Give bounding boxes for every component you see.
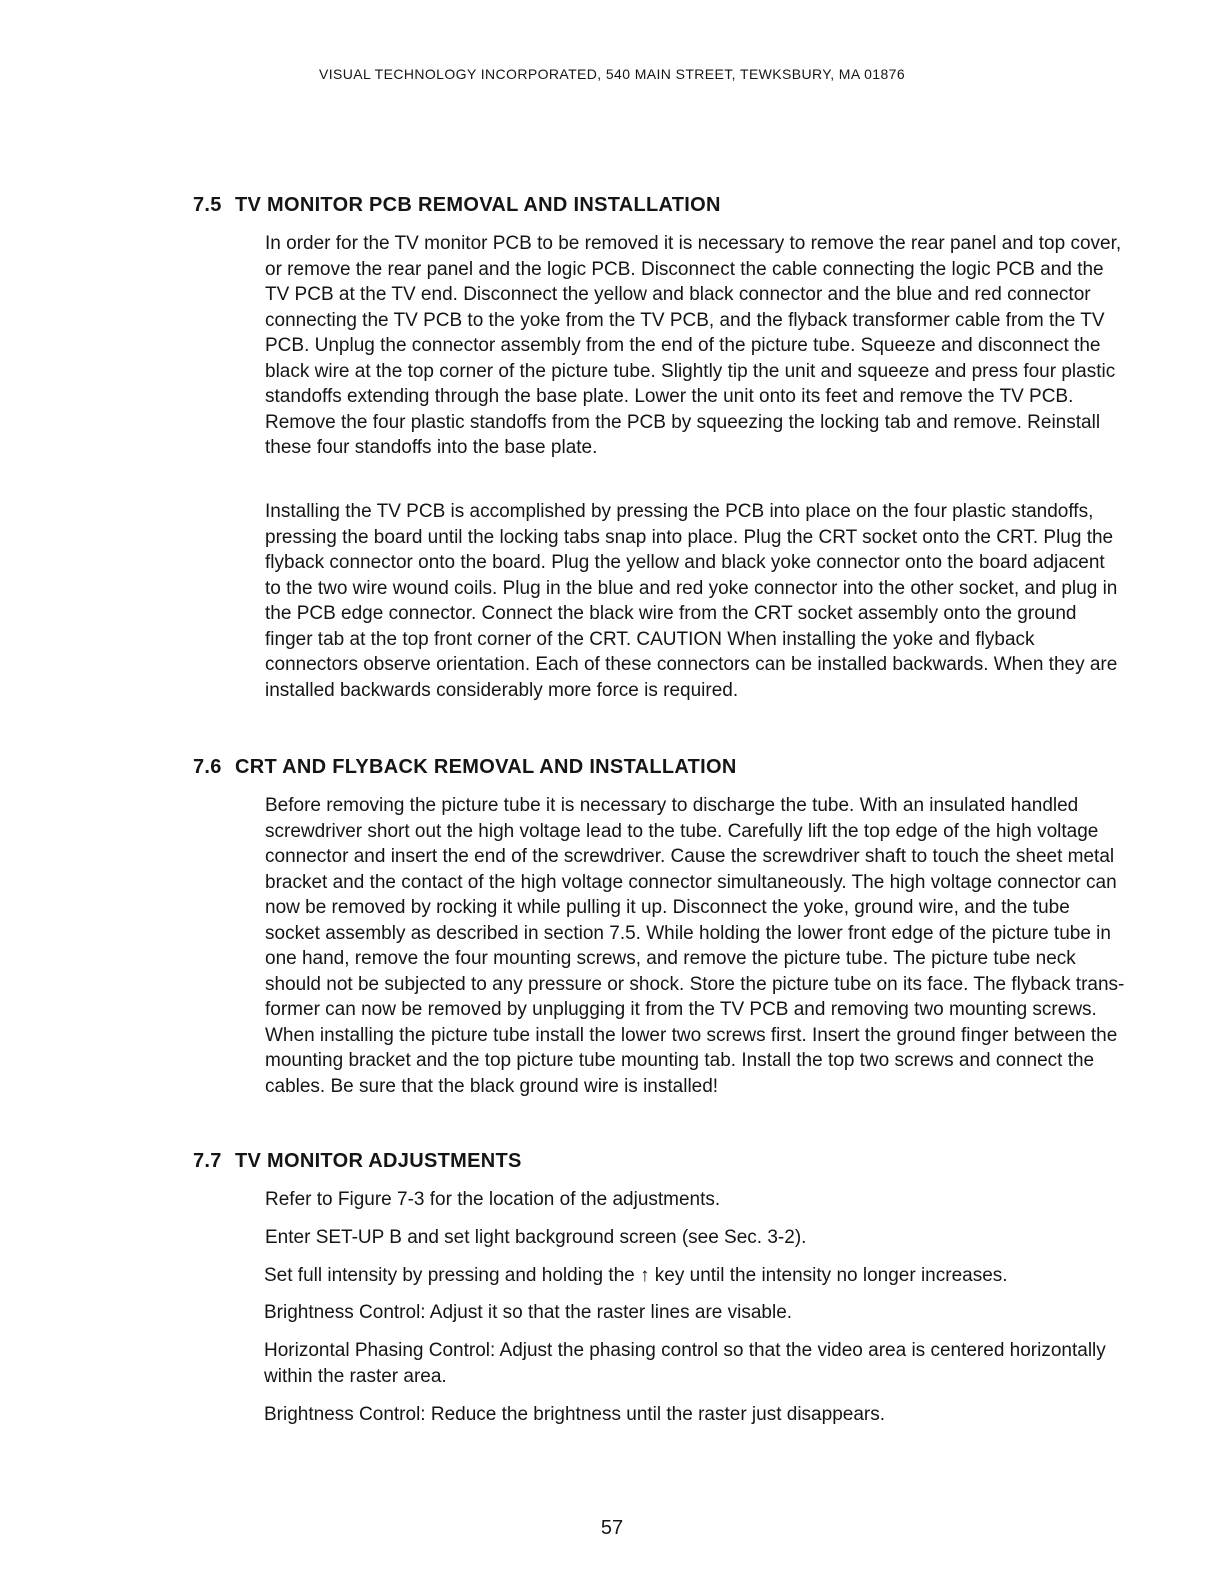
section-title: CRT AND FLYBACK REMOVAL AND INSTALLATION	[235, 756, 737, 778]
page-number: 57	[600, 1517, 624, 1539]
page-header-address: VISUAL TECHNOLOGY INCORPORATED, 540 MAIN STREET, TEWKSBURY, MA 01876	[318, 66, 906, 82]
section-heading-7-5	[193, 194, 721, 217]
section-number: 7.5	[193, 194, 222, 216]
section-7-6-paragraph-1: Before removing the picture tube it is necessary to discharge the tube. With an insulated handled screwdriver short out the high voltage lead to the tube. Carefully lift the top edge of the high voltage connector and insert the end of the screwdriver. Cause the screwdriver shaft to touch the sheet metal bracket and the contact of the high voltage connector simultaneously. The high voltage connector can now be removed by rocking it while pulling it up. Disconnect the yoke, ground wire, and the tube socket assembly as described in section 7.5. While holding the lower front edge of the picture tube in one hand, remove the four mounting screws, and remove the picture tube. The picture tube neck should not be subjected to any pressure or shock. Store the picture tube on its face. The flyback transformer can now be removed by unplugging it from the TV PCB and removing two mounting screws. When installing the picture tube install the lower two screws first. Insert the ground finger between the mounting bracket and the top picture tube mounting tab. Install the top two screws and connect the cables. Be sure that the black ground wire is installed!	[265, 795, 1125, 1097]
adjustment-step-figure-reference: Refer to Figure 7-3 for the location of the adjustments.	[265, 1189, 721, 1210]
section-7-5-paragraph-2: Installing the TV PCB is accomplished by pressing the PCB into place on the four plastic standoffs, pressing the board until the locking tabs snap into place. Plug the CRT socket onto the CRT. Plug the flyback connector onto the board. Plug the yellow and black yoke connector onto the board adjacent to the two wire wound coils. Plug in the blue and red yoke connector into the other socket, and plug in the PCB edge connector. Connect the black wire from the CRT socket assembly onto the ground finger tab at the top front corner of the CRT. CAUTION When installing the yoke and flyback connectors observe orientation. Each of these connectors can be installed backwards. When they are installed backwards considerably more force is required.	[265, 501, 1118, 701]
section-number: 7.6	[193, 756, 222, 778]
adjustment-step-brightness-reduce: Brightness Control: Reduce the brightness until the raster just disappears.	[264, 1404, 885, 1425]
section-7-5-paragraph-1: In order for the TV monitor PCB to be removed it is necessary to remove the rear panel and top cover, or remove the rear panel and the logic PCB. Disconnect the cable connecting the logic PCB and the TV PCB at the TV end. Disconnect the yellow and black connector and the blue and red connector connecting the TV PCB to the yoke from the TV PCB, and the flyback transformer cable from the TV PCB. Unplug the connector assembly from the end of the picture tube. Squeeze and disconnect the black wire at the top corner of the picture tube. Slightly tip the unit and squeeze and press four plastic standoffs extending through the base plate. Lower the unit onto its feet and remove the TV PCB. Remove the four plastic standoffs from the PCB by squeezing the locking tab and remove. Reinstall these four standoffs into the base plate.	[265, 233, 1122, 458]
adjustment-step-setup: Enter SET-UP B and set light background screen (see Sec. 3-2).	[265, 1227, 807, 1248]
section-number: 7.7	[193, 1150, 222, 1172]
adjustment-step-brightness-visable: Brightness Control: Adjust it so that the raster lines are visable.	[264, 1302, 793, 1323]
section-heading-7-6	[193, 756, 737, 779]
section-title: TV MONITOR ADJUSTMENTS	[235, 1150, 522, 1172]
adjustment-step-horizontal-phasing: Horizontal Phasing Control: Adjust the phasing control so that the video area is centered horizontally within the raster area.	[264, 1340, 1106, 1387]
adjustment-step-intensity: Set full intensity by pressing and holding the ↑ key until the intensity no longer increases.	[264, 1265, 1008, 1286]
section-heading-7-7	[193, 1150, 522, 1173]
section-title: TV MONITOR PCB REMOVAL AND INSTALLATION	[235, 194, 721, 216]
